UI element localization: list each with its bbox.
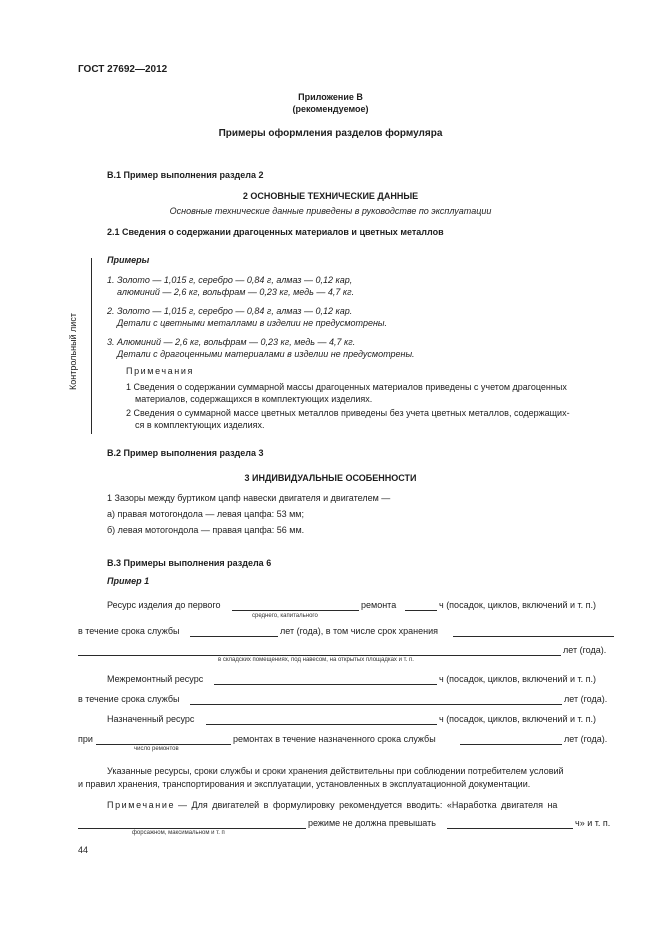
row7-label: при bbox=[78, 734, 93, 744]
section-b1-title: В.1 Пример выполнения раздела 2 bbox=[107, 170, 264, 180]
note-row-hint: форсажном, максимальном и т. п bbox=[132, 830, 225, 836]
row2-middle: лет (года), в том числе срок хранения bbox=[280, 626, 439, 636]
blank-line bbox=[190, 704, 562, 705]
row5-label: в течение срока службы bbox=[78, 694, 180, 704]
appendix-heading: Примеры оформления разделов формуляра bbox=[218, 128, 443, 139]
row4-label: Межремонтный ресурс bbox=[107, 674, 204, 684]
section-b3-title: В.3 Примеры выполнения раздела 6 bbox=[107, 558, 272, 568]
row2-label: в течение срока службы bbox=[78, 626, 180, 636]
blank-line bbox=[78, 655, 561, 656]
b3-paragraph-line1: Указанные ресурсы, сроки службы и сроки хранения действительны при соблюдении потребителем условий bbox=[107, 766, 564, 776]
notes-label: Примечания bbox=[126, 366, 194, 376]
b3-note-text: — Для двигателей в формулировку рекомендуется вводить: «Наработка двигателя на bbox=[178, 800, 558, 810]
blank-line bbox=[232, 610, 359, 611]
blank-line bbox=[405, 610, 437, 611]
example-2-line1: 2. Золото — 1,015 г, серебро — 0,84 г, алмаз — 0,12 кар. bbox=[107, 306, 353, 316]
blank-line bbox=[78, 828, 306, 829]
note-1-line2: материалов, содержащихся в комплектующих изделиях. bbox=[135, 394, 373, 404]
blank-line bbox=[190, 636, 278, 637]
row1-middle: ремонта bbox=[361, 600, 397, 610]
row4-end: ч (посадок, циклов, включений и т. п.) bbox=[439, 674, 596, 684]
example-1-line1: 1. Золото — 1,015 г, серебро — 0,84 г, алмаз — 0,12 кар, bbox=[107, 275, 353, 285]
row6-label: Назначенный ресурс bbox=[107, 714, 195, 724]
note-row-middle: режиме не должна превышать bbox=[308, 818, 436, 828]
side-label: Контрольный лист bbox=[68, 313, 78, 390]
row3-hint: в складских помещениях, под навесом, на открытых площадках и т. п. bbox=[218, 657, 414, 663]
section-b2-title: В.2 Пример выполнения раздела 3 bbox=[107, 448, 264, 458]
section-2-title: 2 ОСНОВНЫЕ ТЕХНИЧЕСКИЕ ДАННЫЕ bbox=[242, 191, 419, 201]
b2-line-3: б) левая мотогондола — правая цапфа: 56 мм. bbox=[107, 525, 305, 535]
note-row-end: ч» и т. п. bbox=[575, 818, 611, 828]
row1-label: Ресурс изделия до первого bbox=[107, 600, 221, 610]
section-2-note: Основные технические данные приведены в руководстве по эксплуатации bbox=[169, 206, 492, 216]
page-number: 44 bbox=[78, 845, 89, 855]
note-1-line1: 1 Сведения о содержании суммарной массы драгоценных материалов приведены с учетом драгоценных bbox=[126, 382, 567, 392]
examples-label: Примеры bbox=[107, 255, 150, 265]
subsection-2-1-title: 2.1 Сведения о содержании драгоценных материалов и цветных металлов bbox=[107, 227, 444, 237]
example-2-line2: Детали с цветными металлами в изделии не предусмотрены. bbox=[117, 318, 388, 328]
side-margin-line bbox=[91, 258, 92, 434]
row3-end: лет (года). bbox=[563, 645, 607, 655]
blank-line bbox=[447, 828, 573, 829]
row5-end: лет (года). bbox=[564, 694, 608, 704]
example-3-line1: 3. Алюминий — 2,6 кг, вольфрам — 0,23 кг, медь — 4,7 кг. bbox=[107, 337, 356, 347]
row7-hint: число ремонтов bbox=[134, 746, 179, 752]
row1-end: ч (посадок, циклов, включений и т. п.) bbox=[439, 600, 596, 610]
b3-paragraph-line2: и правил хранения, транспортирования и эксплуатации, установленных в эксплуатационной документации. bbox=[78, 779, 531, 789]
blank-line bbox=[453, 636, 614, 637]
appendix-title: Приложение В bbox=[298, 92, 363, 102]
blank-line bbox=[96, 744, 231, 745]
row7-middle: ремонтах в течение назначенного срока службы bbox=[233, 734, 436, 744]
blank-line bbox=[206, 724, 437, 725]
blank-line bbox=[214, 684, 437, 685]
document-id: ГОСТ 27692—2012 bbox=[78, 64, 168, 75]
b2-line-1: 1 Зазоры между буртиком цапф навески двигателя и двигателем — bbox=[107, 493, 391, 503]
example-1-line2: алюминий — 2,6 кг, вольфрам — 0,23 кг, медь — 4,7 кг. bbox=[117, 287, 355, 297]
b3-note-label: Примечание bbox=[107, 800, 176, 810]
row1-hint: среднего, капитального bbox=[252, 613, 318, 619]
b2-line-2: а) правая мотогондола — левая цапфа: 53 мм; bbox=[107, 509, 304, 519]
note-2-line1: 2 Сведения о суммарной массе цветных металлов приведены без учета цветных металлов, содержащих- bbox=[126, 408, 570, 418]
row6-end: ч (посадок, циклов, включений и т. п.) bbox=[439, 714, 596, 724]
row7-end: лет (года). bbox=[564, 734, 608, 744]
example-3-line2: Детали с драгоценными материалами в изделии не предусмотрены. bbox=[117, 349, 415, 359]
example-1-label: Пример 1 bbox=[107, 576, 150, 586]
section-3-title: 3 ИНДИВИДУАЛЬНЫЕ ОСОБЕННОСТИ bbox=[244, 473, 417, 483]
appendix-subtitle: (рекомендуемое) bbox=[292, 104, 369, 114]
note-2-line2: ся в комплектующих изделиях. bbox=[135, 420, 265, 430]
blank-line bbox=[460, 744, 562, 745]
